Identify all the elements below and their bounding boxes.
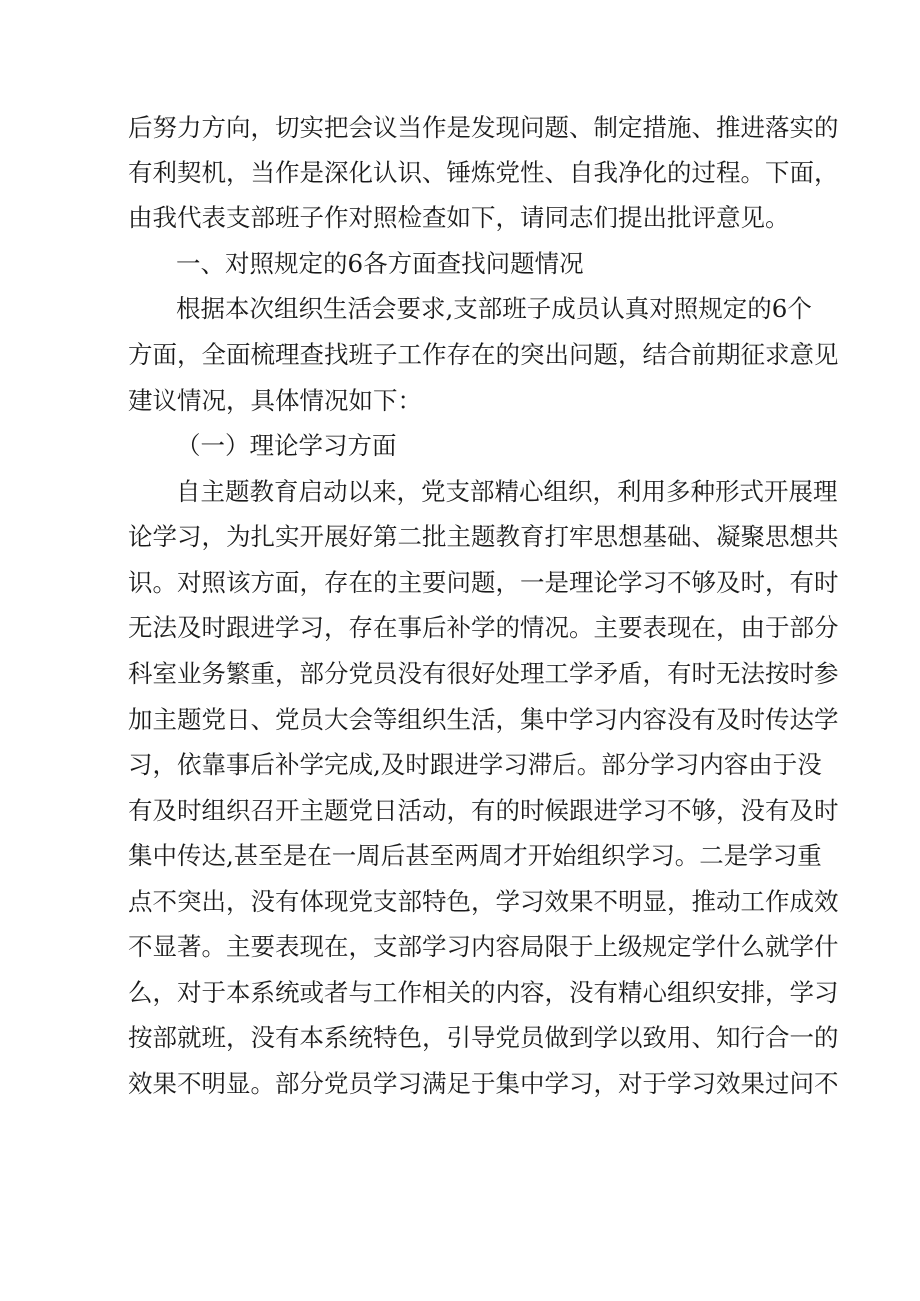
line-text: 论学习，为扎实开展好第二批主题教育打牢思想基础、凝聚思想共 <box>128 522 839 551</box>
text-line <box>0 196 920 240</box>
line-text: 识。对照该方面，存在的主要问题，一是理论学习不够及时，有时 <box>128 568 839 597</box>
text-line <box>0 652 920 696</box>
text-line <box>0 971 920 1015</box>
text-line <box>0 1016 920 1060</box>
line-text: 按部就班，没有本系统特色，引导党员做到学以致用、知行合一的 <box>128 1023 839 1052</box>
line-text: 后努力方向，切实把会议当作是发现问题、制定措施、推进落实的 <box>128 113 839 142</box>
line-text: 科室业务繁重，部分党员没有很好处理工学矛盾，有时无法按时参 <box>128 659 839 688</box>
text-line <box>0 106 920 150</box>
line-text: 有利契机，当作是深化认识、锤炼党性、自我净化的过程。下面， <box>128 158 839 187</box>
text-line <box>0 834 920 878</box>
text-line <box>0 743 920 787</box>
line-text: 由我代表支部班子作对照检查如下，请同志们提出批评意见。 <box>128 203 790 232</box>
text-line <box>0 515 920 559</box>
line-text: 加主题党日、党员大会等组织生活，集中学习内容没有及时传达学 <box>128 705 839 734</box>
line-text: 集中传达,甚至是在一周后甚至两周才开始组织学习。二是学习重 <box>128 841 822 870</box>
text-line <box>0 151 920 195</box>
text-line <box>0 470 920 514</box>
line-text: 无法及时跟进学习，存在事后补学的情况。主要表现在，由于部分 <box>128 613 839 642</box>
line-text: 么，对于本系统或者与工作相关的内容，没有精心组织安排，学习 <box>128 978 839 1007</box>
heading-text: 一、对照规定的6各方面查找问题情况 <box>176 249 584 278</box>
text-line <box>0 925 920 969</box>
text-line <box>0 287 920 331</box>
text-line <box>0 1062 920 1106</box>
line-text: 有及时组织召开主题党日活动，有的时候跟进学习不够，没有及时 <box>128 796 839 825</box>
heading-text: （一）理论学习方面 <box>176 431 397 460</box>
line-text: 效果不明显。部分党员学习满足于集中学习，对于学习效果过问不 <box>128 1069 839 1098</box>
text-line <box>0 606 920 650</box>
line-text: 建议情况，具体情况如下： <box>128 386 422 415</box>
subsection-heading <box>0 424 920 468</box>
line-text: 不显著。主要表现在，支部学习内容局限于上级规定学什么就学什 <box>128 932 839 961</box>
text-line <box>0 379 920 423</box>
line-text: 点不突出，没有体现党支部特色，学习效果不明显，推动工作成效 <box>128 887 839 916</box>
line-text: 方面，全面梳理查找班子工作存在的突出问题，结合前期征求意见 <box>128 340 839 369</box>
line-text: 自主题教育启动以来，党支部精心组织，利用多种形式开展理 <box>176 477 838 506</box>
text-line <box>0 789 920 833</box>
text-line <box>0 561 920 605</box>
text-line <box>0 880 920 924</box>
line-text: 习，依靠事后补学完成,及时跟进学习滞后。部分学习内容由于没 <box>128 750 822 779</box>
text-line <box>0 333 920 377</box>
section-heading <box>0 242 920 286</box>
line-text: 根据本次组织生活会要求,支部班子成员认真对照规定的6个 <box>176 294 812 323</box>
text-line <box>0 698 920 742</box>
